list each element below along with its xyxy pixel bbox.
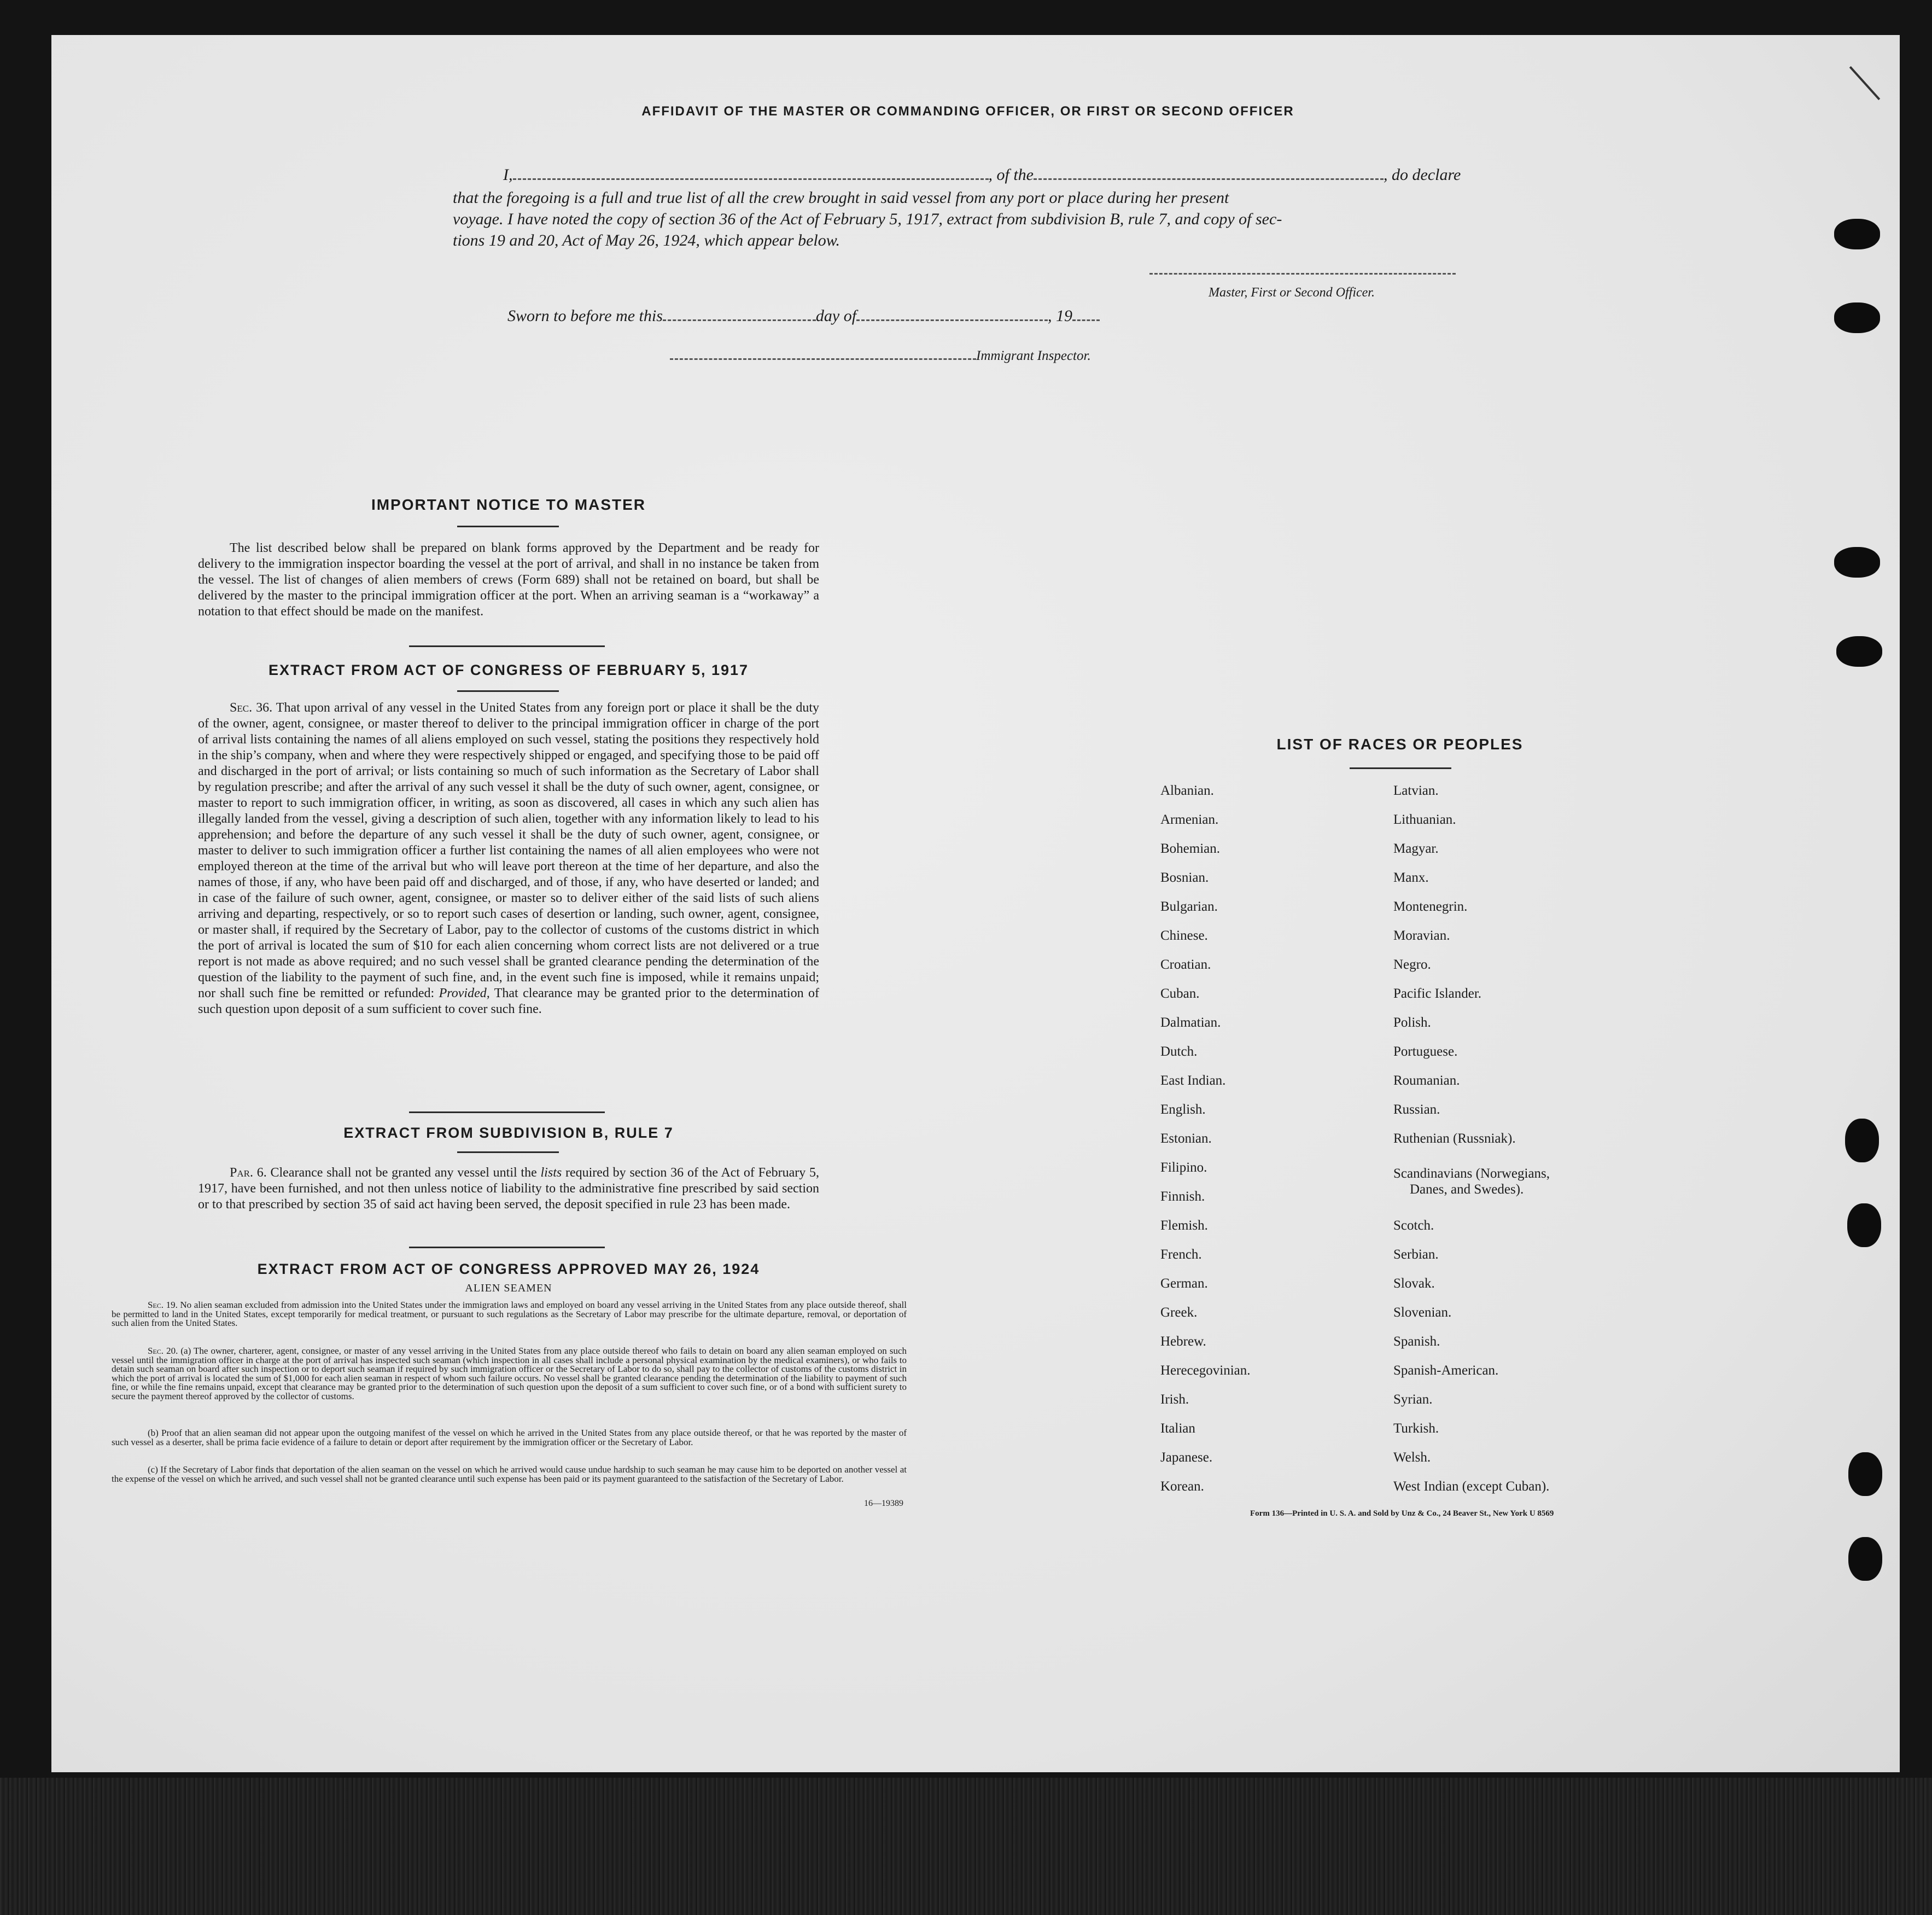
rule7-title: EXTRACT FROM SUBDIVISION B, RULE 7 xyxy=(343,1125,674,1141)
race-item: Hebrew. xyxy=(1160,1334,1206,1349)
race-item: Welsh. xyxy=(1393,1450,1431,1465)
form-footer: Form 136—Printed in U. S. A. and Sold by Unz & Co., 24 Beaver St., New York U 8569 xyxy=(1250,1509,1554,1518)
race-item: Cuban. xyxy=(1160,986,1200,1001)
race-item: Estonian. xyxy=(1160,1131,1212,1146)
inspector-line: Immigrant Inspector. xyxy=(670,348,1091,364)
punch-hole xyxy=(1845,1119,1879,1162)
race-item: East Indian. xyxy=(1160,1073,1226,1088)
sworn-day-blank[interactable] xyxy=(663,305,816,321)
inspector-signature-blank[interactable] xyxy=(670,348,976,360)
sworn-year-blank[interactable] xyxy=(1072,305,1100,321)
divider xyxy=(457,526,559,527)
race-item: Spanish. xyxy=(1393,1334,1440,1349)
race-item: Bosnian. xyxy=(1160,870,1209,885)
sworn-month-blank[interactable] xyxy=(856,305,1048,321)
race-item: West Indian (except Cuban). xyxy=(1393,1479,1550,1494)
race-item: Dalmatian. xyxy=(1160,1015,1221,1030)
race-item: Syrian. xyxy=(1393,1392,1433,1407)
affidavit-text-line: that the foregoing is a full and true list of all the crew brought in said vessel from any port or place during her present xyxy=(453,189,1229,207)
race-item: Moravian. xyxy=(1393,928,1450,943)
race-item: Portuguese. xyxy=(1393,1044,1458,1059)
race-item: Japanese. xyxy=(1160,1450,1213,1465)
race-item: Slovenian. xyxy=(1393,1305,1452,1320)
extract-1924-title: EXTRACT FROM ACT OF CONGRESS APPROVED MAY 26, 1924 xyxy=(257,1261,760,1277)
race-item: Scandinavians (Norwegians, xyxy=(1393,1166,1550,1181)
rule7-text: Par. 6. Clearance shall not be granted any vessel until the lists required by section 36 of the Act of February 5, 1917, have been furnished, and not then unless notice of liability to the administrative fine prescribed by said section or to that prescribed by section 35 of said act having been served, the deposit specified in rule 23 has been made. xyxy=(198,1166,820,1212)
master-signature-blank[interactable] xyxy=(1149,272,1456,275)
race-item: French. xyxy=(1160,1247,1202,1262)
divider xyxy=(409,1111,605,1113)
race-item: Turkish. xyxy=(1393,1421,1439,1436)
divider xyxy=(457,1151,559,1153)
race-item: Bulgarian. xyxy=(1160,899,1218,914)
race-item: Flemish. xyxy=(1160,1218,1208,1233)
divider xyxy=(409,645,605,647)
race-item: Spanish-American. xyxy=(1393,1363,1499,1378)
affidavit-title: AFFIDAVIT OF THE MASTER OR COMMANDING OFFICER, OR FIRST OR SECOND OFFICER xyxy=(641,104,1294,119)
punch-hole xyxy=(1848,1537,1882,1581)
race-item: Korean. xyxy=(1160,1479,1204,1494)
race-item: Filipino. xyxy=(1160,1160,1207,1175)
race-item: Croatian. xyxy=(1160,957,1211,972)
race-item: Finnish. xyxy=(1160,1189,1205,1204)
punch-hole xyxy=(1848,1452,1882,1496)
print-code: 16—19389 xyxy=(864,1499,903,1508)
divider xyxy=(409,1247,605,1248)
race-item: Greek. xyxy=(1160,1305,1198,1320)
race-item: Latvian. xyxy=(1393,783,1439,798)
race-item: Lithuanian. xyxy=(1393,812,1456,827)
race-item: Montenegrin. xyxy=(1393,899,1468,914)
extract-1917-text: Sec. 36. That upon arrival of any vessel in the United States from any foreign port or place it shall be the duty of the owner, agent, consignee, or master thereof to deliver to the principal immigration officer in charge of the port of arrival lists containing the names of all aliens employed on such vessel, stating the positions they respectively hold in the ship’s company, when and where they were respectively shipped or engaged, and specifying those to be paid off and discharged in the port of arrival; or lists containing so much of such information as the Secretary of Labor shall by regulation prescribe; and after the arrival of any such vessel it shall be the duty of such owner, agent, consignee, or master to report to such immigration officer, in writing, as soon as discovered, all cases in which any such alien has illegally landed from the vessel, giving a description of such alien, together with any information likely to lead to his apprehension; and before the departure of any such vessel it shall be the duty of such owner, agent, consignee, or master to deliver to such immigration officer a further list containing the names of all alien employees who were not employed thereon at the time of the arrival but who will leave port thereon at the time of her departure, and also the names of those, if any, who have been paid off and discharged, and of those, if any, who have deserted or landed; and in case of the failure of such owner, agent, consignee, or master so to deliver either of the said lists of such aliens arriving and departing, respectively, or so to report such cases of desertion or landing, such owner, agent, consignee, or master shall, if required by the Secretary of Labor, pay to the collector of customs of the customs district in which the port of arrival is located the sum of $10 for each alien concerning whom correct lists are not delivered or a true report is not made as above required; and no such vessel shall be granted clearance pending the determination of the question of the liability to the payment of such fine, and, in the event such fine is imposed, while it remains unpaid; nor shall such fine be remitted or refunded: Provided, That clearance may be granted prior to the determination of such question upon deposit of a sum sufficient to cover such fine. xyxy=(198,701,819,1016)
race-item: Armenian. xyxy=(1160,812,1219,827)
sworn-line: Sworn to before me this day of , 19 xyxy=(507,305,1100,325)
race-item: Polish. xyxy=(1393,1015,1431,1030)
races-title: LIST OF RACES OR PEOPLES xyxy=(1276,736,1524,753)
punch-hole xyxy=(1847,1203,1881,1247)
film-edge-strip xyxy=(0,1778,1932,1915)
race-item: Negro. xyxy=(1393,957,1431,972)
notice-title: IMPORTANT NOTICE TO MASTER xyxy=(371,496,646,513)
race-item: Albanian. xyxy=(1160,783,1214,798)
punch-hole xyxy=(1834,302,1880,333)
race-item: Russian. xyxy=(1393,1102,1440,1117)
notice-text: The list described below shall be prepared on blank forms approved by the Department and be ready for delivery to the immigration inspector boarding the vessel at the port of arrival, and shall in no instance be taken from the vessel. The list of changes of alien members of crews (Form 689) shall not be retained on board, but shall be delivered by the master to the principal immigration officer at the port. When an arriving seaman is a “workaway” a notation to that effect should be made on the manifest. xyxy=(198,541,819,619)
race-item: Italian xyxy=(1160,1421,1195,1436)
race-item: German. xyxy=(1160,1276,1208,1291)
race-item: Scotch. xyxy=(1393,1218,1434,1233)
race-item: Danes, and Swedes). xyxy=(1410,1182,1524,1197)
race-item: Ruthenian (Russniak). xyxy=(1393,1131,1516,1146)
name-blank[interactable] xyxy=(513,164,989,180)
race-item: English. xyxy=(1160,1102,1206,1117)
extract-1924-subtitle: ALIEN SEAMEN xyxy=(465,1282,552,1294)
master-signature-caption: Master, First or Second Officer. xyxy=(1209,286,1375,300)
race-item: Manx. xyxy=(1393,870,1429,885)
punch-hole xyxy=(1836,636,1882,667)
sec20c-text: (c) If the Secretary of Labor finds that deportation of the alien seaman on the vessel on which he arrived would cause undue hardship to such seaman he may cause him to be deported on another vessel at the expense of the vessel on which he arrived, and such vessel shall not be granted clearance until such expense has been paid or its payment guaranteed to the satisfaction of the Secretary of Labor. xyxy=(112,1464,907,1484)
race-item: Herecegovinian. xyxy=(1160,1363,1251,1378)
race-item: Bohemian. xyxy=(1160,841,1221,856)
race-item: Serbian. xyxy=(1393,1247,1439,1262)
extract-1917-title: EXTRACT FROM ACT OF CONGRESS OF FEBRUARY 5, 1917 xyxy=(268,662,749,678)
divider xyxy=(457,690,559,692)
affidavit-declaration-line: I, , of the , do declare xyxy=(503,164,1487,184)
punch-hole xyxy=(1834,547,1880,578)
affidavit-text-line: voyage. I have noted the copy of section 36 of the Act of February 5, 1917, extract from subdivision B, rule 7, and copy of sec- xyxy=(453,210,1282,228)
race-item: Slovak. xyxy=(1393,1276,1435,1291)
race-item: Chinese. xyxy=(1160,928,1208,943)
race-item: Magyar. xyxy=(1393,841,1439,856)
race-item: Dutch. xyxy=(1160,1044,1198,1059)
sec20b-text: (b) Proof that an alien seaman did not appear upon the outgoing manifest of the vessel on which he arrived in the United States from any place outside thereof, or that he was reported by the master of such vessel as a deserter, shall be prima facie evidence of a failure to detain or deport after requirement by the immigration officer or the Secretary of Labor. xyxy=(112,1428,907,1447)
sec19-text: Sec. 19. No alien seaman excluded from admission into the United States under the immigration laws and employed on board any vessel arriving in the United States from any place outside thereof, shall be permitted to land in the United States, except temporarily for medical treatment, or pursuant to such regulations as the Secretary of Labor may prescribe for the ultimate departure, removal, or deportation of such alien from the United States. xyxy=(112,1300,907,1328)
sec20a-text: Sec. 20. (a) The owner, charterer, agent, consignee, or master of any vessel arriving in the United States from any place outside thereof who fails to detain on board any alien seaman employed on such vessel until the immigration officer in charge at the port of arrival has inspected such seaman (which inspection in all cases shall include a personal physical examination by the medical examiners), or who fails to detain such seaman on board after such inspection or to deport such seaman if required by such immigration officer or the Secretary of Labor to do so, shall pay to the collector of customs of the customs district in which the port of arrival is located the sum of $1,000 for each alien seaman in respect of whom such failure occurs. No vessel shall be granted clearance pending the determination of the liability to payment of such fine, or while the fine remains unpaid, except that clearance may be granted prior to the determination of such question upon the deposit of a sum sufficient to cover such fine, or of a bond with sufficient surety to secure the payment thereof approved by the collector of customs. xyxy=(112,1346,907,1401)
race-item: Irish. xyxy=(1160,1392,1189,1407)
affidavit-text-line: tions 19 and 20, Act of May 26, 1924, which appear below. xyxy=(453,231,840,249)
divider xyxy=(1350,767,1451,769)
race-item: Pacific Islander. xyxy=(1393,986,1482,1001)
vessel-blank[interactable] xyxy=(1034,164,1384,180)
race-item: Roumanian. xyxy=(1393,1073,1460,1088)
punch-hole xyxy=(1834,219,1880,249)
